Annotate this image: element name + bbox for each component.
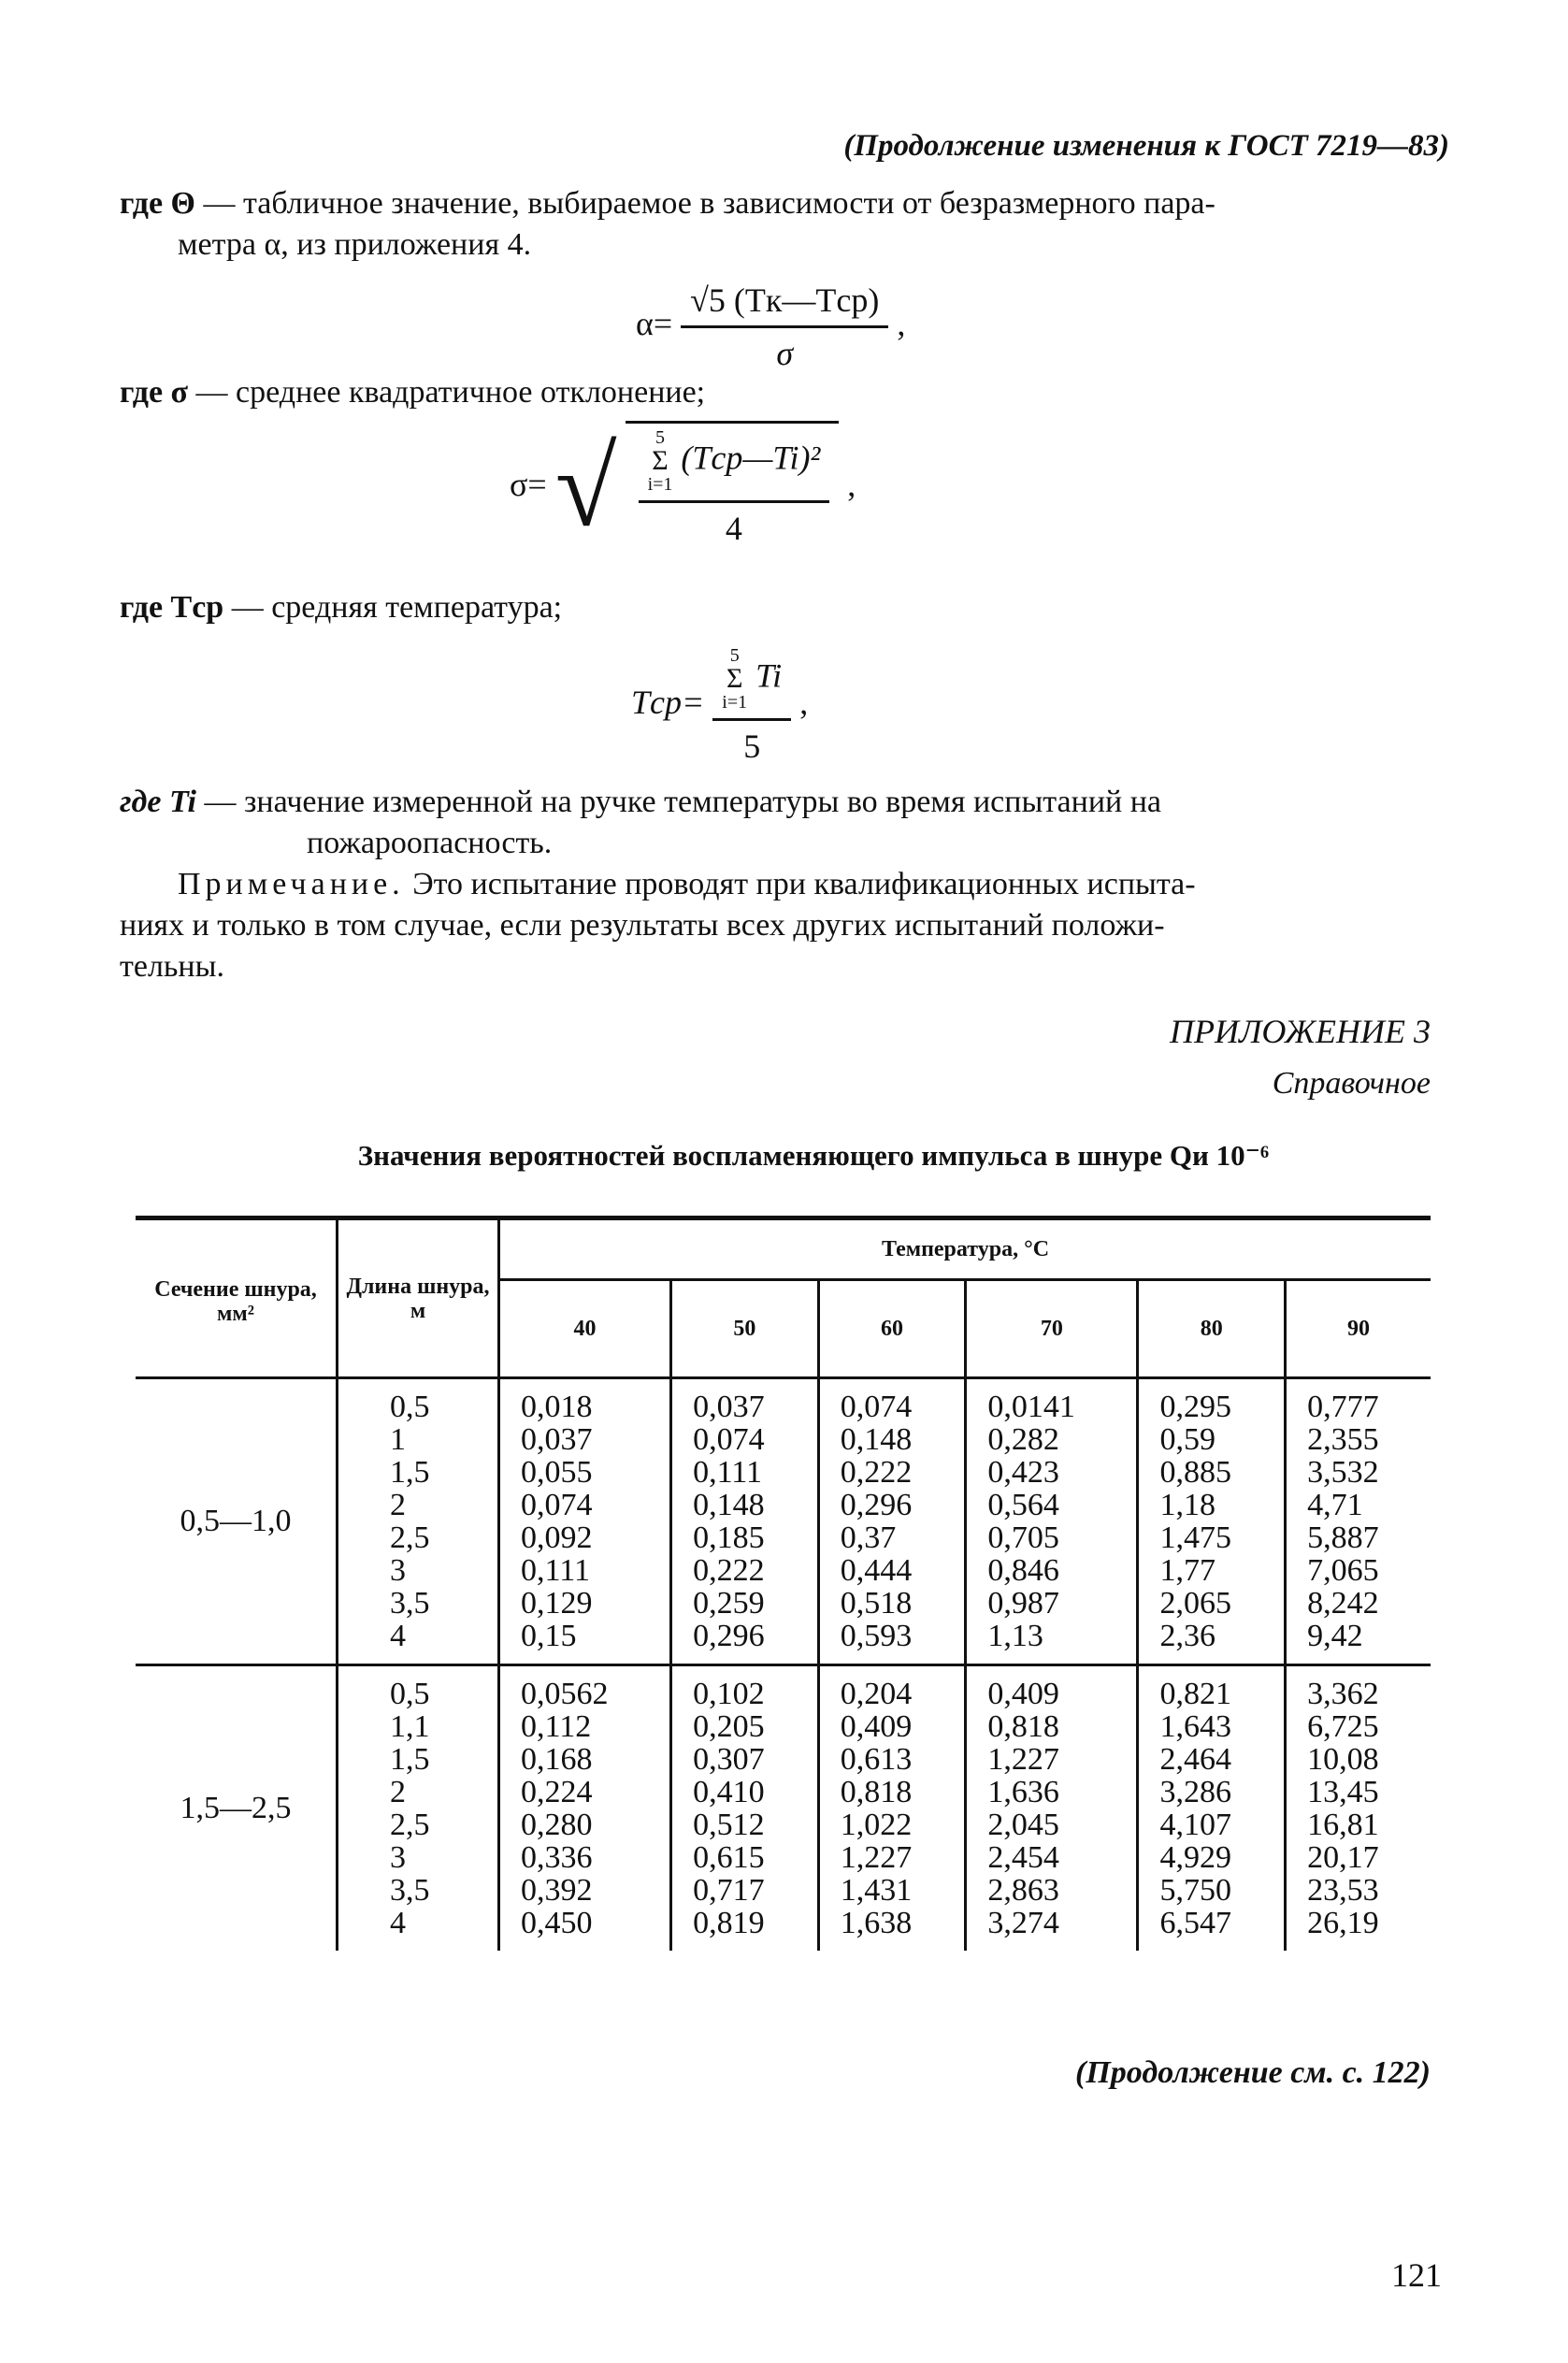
tavg-prefix: где Tср <box>120 590 224 625</box>
appendix-subtitle: Справочное <box>1272 1066 1431 1101</box>
appendix-title: ПРИЛОЖЕНИЕ 3 <box>1170 1013 1431 1050</box>
sigma-lhs: σ= <box>510 465 547 503</box>
sigma-definition <box>120 372 705 413</box>
ti-definition <box>120 782 1447 864</box>
temp-40: 40 <box>499 1280 671 1378</box>
temp-90: 90 <box>1286 1280 1431 1378</box>
continuation-footer: (Продолжение см. с. 122) <box>1075 2055 1431 2090</box>
header-section: Сечение шнура, мм² <box>136 1218 338 1378</box>
sigma-tail: , <box>847 465 856 503</box>
temp-60: 60 <box>818 1280 966 1378</box>
alpha-lhs: α= <box>636 304 673 342</box>
ti-text-line2: пожароопасность. <box>307 826 553 860</box>
value-cell: 0,821 1,643 2,464 3,286 4,107 4,929 5,750 6,547 <box>1138 1665 1286 1952</box>
page-number: 121 <box>1391 2256 1442 2294</box>
value-cell: 0,777 2,355 3,532 4,71 5,887 7,065 8,242 9,42 <box>1286 1378 1431 1665</box>
value-cell: 0,037 0,074 0,111 0,148 0,185 0,222 0,259 0,296 <box>671 1378 819 1665</box>
sigma-sum-bottom: i=1 <box>647 474 673 495</box>
tavg-definition <box>120 587 562 628</box>
value-cell: 0,074 0,148 0,222 0,296 0,37 0,444 0,518 0,593 <box>818 1378 966 1665</box>
theta-definition <box>120 183 1447 266</box>
probability-table <box>136 1216 1431 1951</box>
note <box>120 864 1447 987</box>
formula-tavg <box>631 645 808 766</box>
theta-prefix: где Θ <box>120 186 195 221</box>
header-temperature: Температура, °С <box>499 1218 1431 1280</box>
value-cell: 3,362 6,725 10,08 13,45 16,81 20,17 23,53 26,19 <box>1286 1665 1431 1952</box>
header-length: Длина шнура, м <box>338 1218 499 1378</box>
ti-text: — значение измеренной на ручке температуры во время испытаний на <box>204 785 1162 819</box>
length-cell: 0,5 1 1,5 2 2,5 3 3,5 4 <box>338 1378 499 1665</box>
value-cell: 0,204 0,409 0,613 0,818 1,022 1,227 1,431 1,638 <box>818 1665 966 1952</box>
temp-70: 70 <box>966 1280 1138 1378</box>
note-line2: ниях и только в том случае, если результаты всех других испытаний положи- <box>120 908 1165 943</box>
sum-icon: 5 Σ i=1 <box>722 645 748 713</box>
continuation-header: (Продолжение изменения к ГОСТ 7219—83) <box>843 129 1449 163</box>
section-cell: 0,5—1,0 <box>180 1504 292 1538</box>
sum-icon: 5 Σ i=1 <box>647 427 673 495</box>
alpha-tail: , <box>897 304 906 342</box>
sigma-numerator: (Tср—Ti)² <box>681 439 821 477</box>
table-caption: Значения вероятностей воспламеняющего импульса в шнуре Qи 10⁻⁶ <box>357 1139 1270 1172</box>
temp-80: 80 <box>1138 1280 1286 1378</box>
value-cell: 0,0562 0,112 0,168 0,224 0,280 0,336 0,392 0,450 <box>499 1665 671 1952</box>
theta-text-line2: метра α, из приложения 4. <box>178 227 532 262</box>
sigma-text: — среднее квадратичное отклонение; <box>195 375 706 410</box>
tavg-denominator: 5 <box>743 728 761 765</box>
sigma-sum-top: 5 <box>655 427 665 448</box>
value-cell: 0,409 0,818 1,227 1,636 2,045 2,454 2,863 3,274 <box>966 1665 1138 1952</box>
temp-50: 50 <box>671 1280 819 1378</box>
tavg-sum-top: 5 <box>729 645 740 666</box>
tavg-sum-bottom: i=1 <box>722 692 748 713</box>
alpha-denominator: σ <box>776 335 794 372</box>
tavg-text: — средняя температура; <box>231 590 563 625</box>
tavg-numerator: Ti <box>755 656 783 695</box>
alpha-numerator: √5 (Tк—Tср) <box>681 281 888 328</box>
value-cell: 0,0141 0,282 0,423 0,564 0,705 0,846 0,987 1,13 <box>966 1378 1138 1665</box>
sigma-prefix: где σ <box>120 375 189 410</box>
value-cell: 0,102 0,205 0,307 0,410 0,512 0,615 0,717 0,819 <box>671 1665 819 1952</box>
value-cell: 0,295 0,59 0,885 1,18 1,475 1,77 2,065 2,36 <box>1138 1378 1286 1665</box>
sqrt-icon: √ <box>554 425 617 550</box>
ti-prefix: где Ti <box>120 785 196 819</box>
formula-sigma <box>510 421 856 548</box>
value-cell: 0,018 0,037 0,055 0,074 0,092 0,111 0,129 0,15 <box>499 1378 671 1665</box>
table-row <box>136 1378 1431 1665</box>
sigma-denominator: 4 <box>725 510 742 547</box>
tavg-lhs: Tср= <box>631 683 705 721</box>
theta-text: — табличное значение, выбираемое в зависимости от безразмерного пара- <box>203 186 1216 221</box>
note-label: Примечание. <box>178 867 405 901</box>
section-cell: 1,5—2,5 <box>180 1791 292 1825</box>
note-text: Это испытание проводят при квалификационных испыта- <box>412 867 1196 901</box>
table-row <box>136 1665 1431 1952</box>
tavg-tail: , <box>799 683 809 721</box>
note-line3: тельны. <box>120 949 224 984</box>
formula-alpha <box>636 281 905 373</box>
length-cell: 0,5 1,1 1,5 2 2,5 3 3,5 4 <box>338 1665 499 1952</box>
